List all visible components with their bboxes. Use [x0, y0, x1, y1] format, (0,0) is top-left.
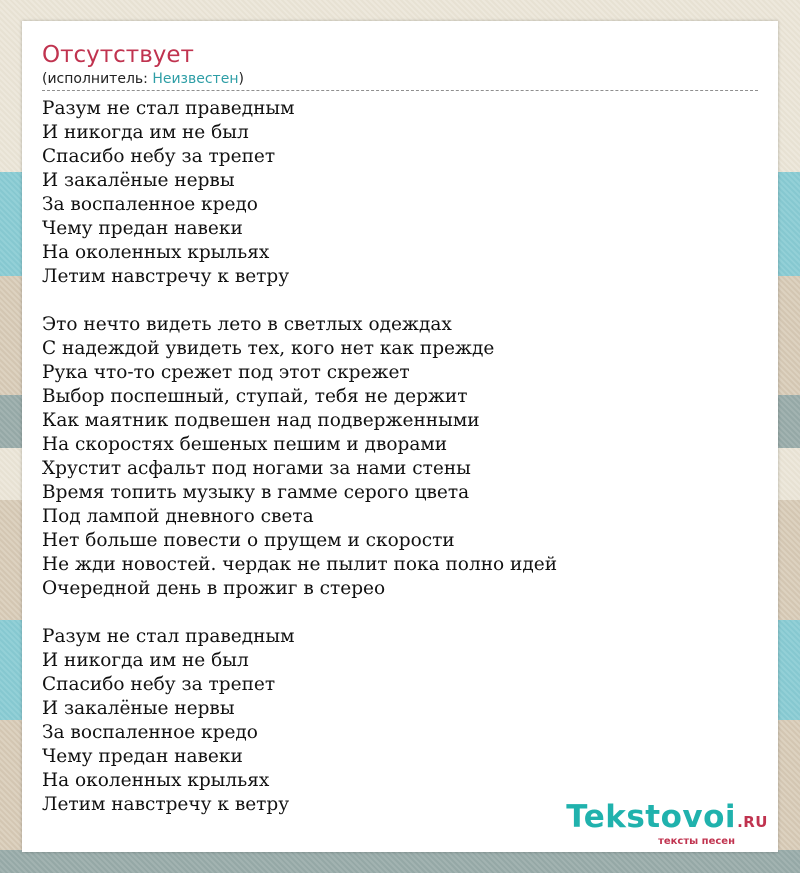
lyrics-line: За воспаленное кредо: [42, 722, 258, 743]
lyrics-line: И никогда им не был: [42, 122, 249, 143]
lyrics-text: [42, 97, 758, 817]
lyrics-line: С надеждой увидеть тех, кого нет как прежде: [42, 338, 495, 359]
lyrics-line: Это нечто видеть лето в светлых одеждах: [42, 314, 452, 335]
logo-tld: .RU: [737, 813, 768, 831]
performer-line: [42, 69, 758, 91]
lyrics-line: Разум не стал праведным: [42, 626, 295, 647]
lyrics-line: Рука что-то срежет под этот скрежет: [42, 362, 410, 383]
lyrics-line: На околенных крыльях: [42, 770, 270, 791]
performer-suffix: ): [238, 71, 244, 87]
lyrics-line: И закалёные нервы: [42, 698, 235, 719]
lyrics-line: Время топить музыку в гамме серого цвета: [42, 482, 470, 503]
lyrics-stanza: [42, 625, 758, 817]
lyrics-line: Под лампой дневного света: [42, 506, 314, 527]
lyrics-line: Летим навстречу к ветру: [42, 266, 290, 287]
lyrics-line: За воспаленное кредо: [42, 194, 258, 215]
lyrics-line: Спасибо небу за трепет: [42, 146, 276, 167]
lyrics-line: Как маятник подвешен над подверженными: [42, 410, 480, 431]
logo-name: Tekstovoi: [566, 799, 737, 835]
lyrics-card: [22, 21, 778, 852]
lyrics-line: Спасибо небу за трепет: [42, 674, 276, 695]
lyrics-line: И никогда им не был: [42, 650, 249, 671]
lyrics-line: Чему предан навеки: [42, 218, 243, 239]
lyrics-line: И закалёные нервы: [42, 170, 235, 191]
lyrics-line: На скоростях бешеных пешим и дворами: [42, 434, 448, 455]
performer-link[interactable]: Неизвестен: [152, 71, 239, 87]
lyrics-line: На околенных крыльях: [42, 242, 270, 263]
lyrics-line: Нет больше повести о прущем и скорости: [42, 530, 455, 551]
lyrics-line: Не жди новостей. чердак не пылит пока полно идей: [42, 554, 558, 575]
song-title: Отсутствует: [42, 42, 194, 68]
performer-prefix: (исполнитель:: [42, 71, 153, 87]
lyrics-line: Летим навстречу к ветру: [42, 794, 290, 815]
site-logo[interactable]: [566, 800, 768, 847]
lyrics-line: Выбор поспешный, ступай, тебя не держит: [42, 386, 468, 407]
lyrics-line: Очередной день в прожиг в стерео: [42, 578, 386, 599]
logo-tagline: тексты песен: [658, 836, 735, 847]
lyrics-stanza: [42, 313, 758, 601]
lyrics-stanza: [42, 97, 758, 289]
lyrics-line: Чему предан навеки: [42, 746, 243, 767]
lyrics-line: Хрустит асфальт под ногами за нами стены: [42, 458, 471, 479]
lyrics-line: Разум не стал праведным: [42, 98, 295, 119]
logo-wordmark: [566, 800, 768, 839]
